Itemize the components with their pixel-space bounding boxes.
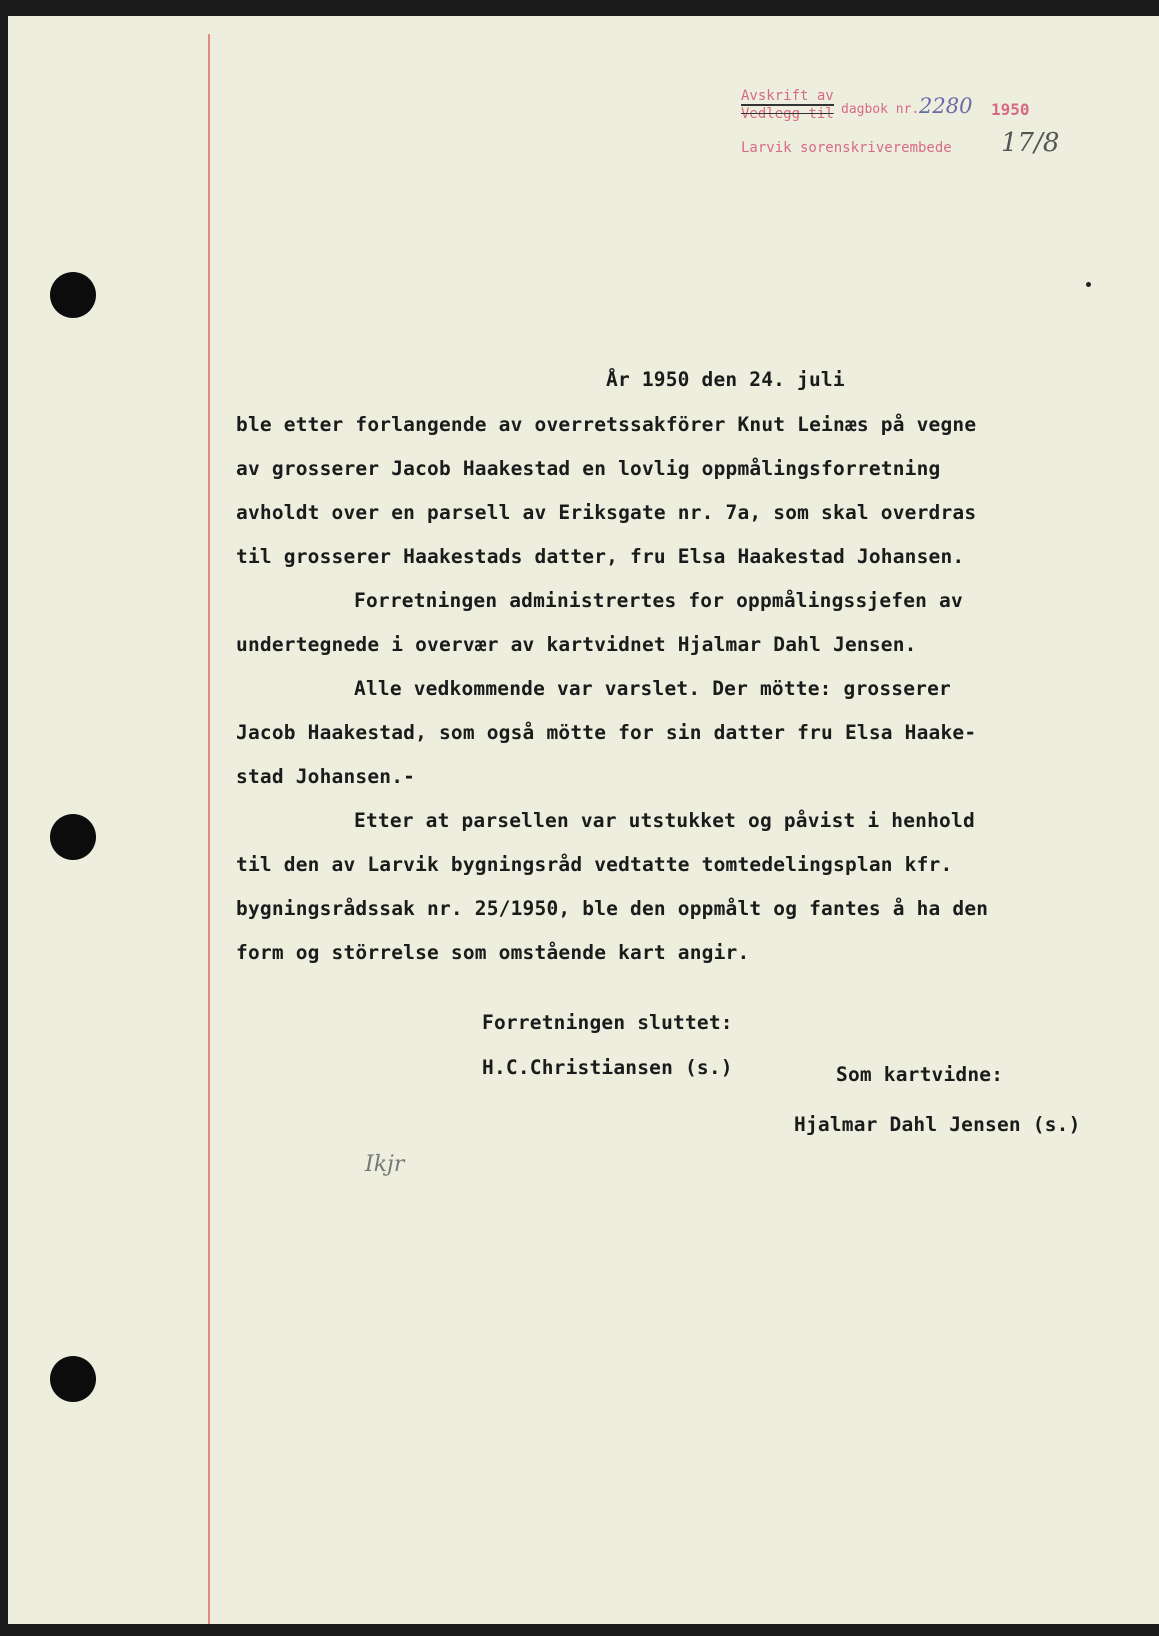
body-line: form og störrelse som omstående kart angir. — [236, 941, 750, 964]
signer-name: H.C.Christiansen (s.) — [482, 1056, 733, 1079]
witness-label: Som kartvidne: — [836, 1063, 1004, 1086]
document-heading: År 1950 den 24. juli — [606, 368, 845, 391]
stamp-year: 1950 — [991, 100, 1030, 119]
body-line: ble etter forlangende av overretssakförer Knut Leinæs på vegne — [236, 413, 977, 436]
handwritten-initials: Ikjr — [365, 1152, 405, 1177]
stamp-dagbok-label: dagbok nr. — [841, 102, 920, 117]
punch-hole — [50, 272, 96, 318]
margin-rule — [208, 34, 210, 1624]
body-line: av grosserer Jacob Haakestad en lovlig oppmålingsforretning — [236, 457, 941, 480]
stamp-date: 17/8 — [1001, 128, 1060, 158]
body-line: Alle vedkommende var varslet. Der mötte: grosserer — [354, 677, 951, 700]
body-line: avholdt over en parsell av Eriksgate nr. 7a, som skal overdras — [236, 501, 977, 524]
closing-label: Forretningen sluttet: — [482, 1011, 733, 1034]
body-line: stad Johansen.- — [236, 765, 416, 788]
stamp-office: Larvik sorenskriverembede — [741, 140, 952, 156]
body-line: til den av Larvik bygningsråd vedtatte tomtedelingsplan kfr. — [236, 853, 953, 876]
body-line: Forretningen administrertes for oppmålingssjefen av — [354, 589, 963, 612]
body-line: undertegnede i overvær av kartvidnet Hjalmar Dahl Jensen. — [236, 633, 917, 656]
document-page — [8, 16, 1159, 1624]
registry-stamp — [741, 88, 1101, 178]
stamp-dagbok-number: 2280 — [919, 94, 973, 118]
punch-hole — [50, 814, 96, 860]
body-line: bygningsrådssak nr. 25/1950, ble den oppmålt og fantes å ha den — [236, 897, 989, 920]
stamp-line-2: Vedlegg til — [741, 106, 834, 122]
punch-hole — [50, 1356, 96, 1402]
body-line: til grosserer Haakestads datter, fru Elsa Haakestad Johansen. — [236, 545, 965, 568]
body-line: Jacob Haakestad, som også mötte for sin datter fru Elsa Haake- — [236, 721, 977, 744]
body-line: Etter at parsellen var utstukket og påvist i henhold — [354, 809, 975, 832]
ink-speck — [1086, 282, 1091, 287]
stamp-line-1: Avskrift av — [741, 88, 834, 104]
witness-name: Hjalmar Dahl Jensen (s.) — [794, 1113, 1081, 1136]
